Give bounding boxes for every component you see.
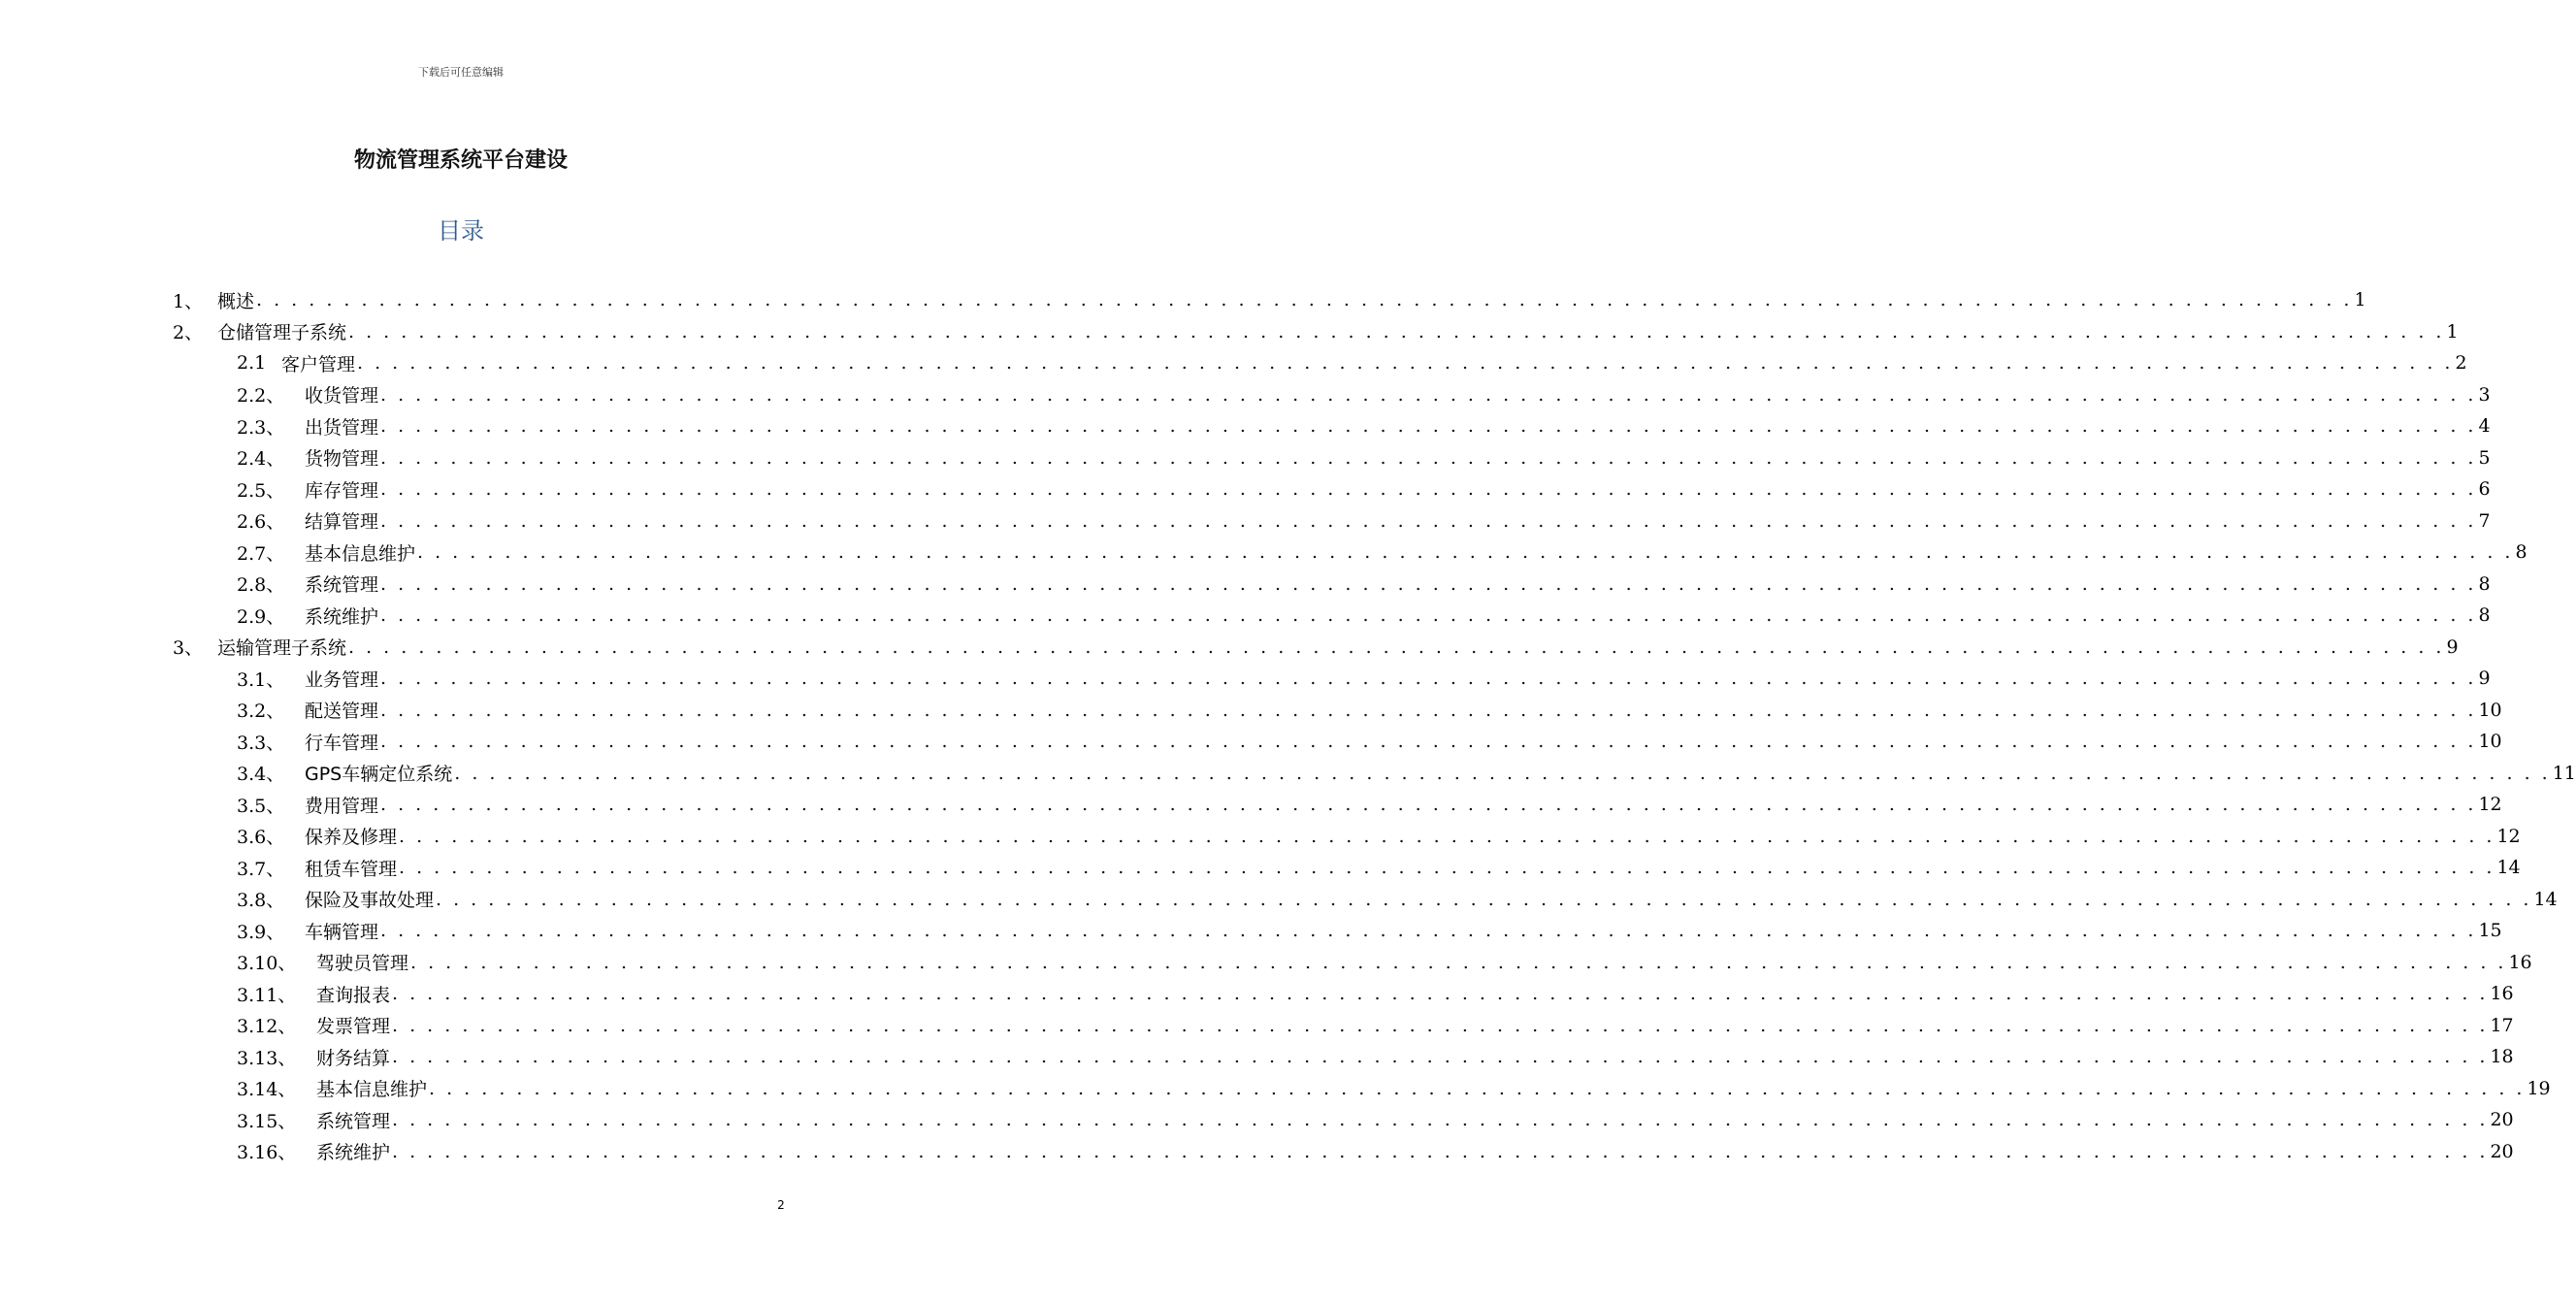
toc-dot-leader: . . . . . . . . . . . . . . . . . . . . . . . . . . . . . . . . . . . . . . . . . . . . . . . . . . . . . . . . . . . . . . . . . . . . . . . . . . . . . . . . . . . . . . . . . . . . . . . . . . . . . . . . . . . . . . . . . . . . . . . . — [380, 446, 2477, 469]
toc-entry[interactable] — [237, 348, 2467, 377]
toc-entry-number: 3.9、 — [237, 921, 285, 943]
toc-entry-page: 8 — [2478, 604, 2491, 626]
toc-entry-title: 仓储管理子系统 — [217, 322, 347, 343]
toc-entry[interactable] — [237, 853, 2521, 882]
toc-entry-number: 3、 — [173, 637, 204, 659]
toc-entry[interactable] — [237, 411, 2491, 440]
toc-entry-page: 9 — [2478, 668, 2491, 689]
toc-entry-title: 车辆管理 — [305, 921, 379, 943]
toc-dot-leader: . . . . . . . . . . . . . . . . . . . . . . . . . . . . . . . . . . . . . . . . . . . . . . . . . . . . . . . . . . . . . . . . . . . . . . . . . . . . . . . . . . . . . . . . . . . . . . . . . . . . . . . . . . . . . . . . . . . . . . . . — [380, 731, 2477, 752]
toc-entry-number: 2、 — [173, 322, 204, 343]
toc-entry-title: 系统维护 — [316, 1142, 391, 1163]
toc-entry[interactable] — [237, 916, 2502, 945]
toc-dot-leader: . . . . . . . . . . . . . . . . . . . . . . . . . . . . . . . . . . . . . . . . . . . . . . . . . . . . . . . . . . . . . . . . . . . . . . . . . . . . . . . . . . . . . . . . . . . . . . . . . . . . . . . . . . . . . . . . . . . . . . . . — [399, 825, 2495, 847]
toc-entry-number: 3.14、 — [237, 1079, 297, 1100]
toc-entry-number: 1、 — [173, 290, 204, 312]
toc-entry-number: 3.8、 — [237, 890, 285, 911]
toc-entry-title: 系统管理 — [316, 1110, 391, 1132]
toc-dot-leader: . . . . . . . . . . . . . . . . . . . . . . . . . . . . . . . . . . . . . . . . . . . . . . . . . . . . . . . . . . . . . . . . . . . . . . . . . . . . . . . . . . . . . . . . . . . . . . . . . . . . . . . . . . . . . . . . . . . . . . . . — [392, 1109, 2489, 1130]
toc-entry-number: 2.9、 — [237, 605, 285, 628]
toc-entry[interactable] — [237, 506, 2491, 536]
toc-dot-leader: . . . . . . . . . . . . . . . . . . . . . . . . . . . . . . . . . . . . . . . . . . . . . . . . . . . . . . . . . . . . . . . . . . . . . . . . . . . . . . . . . . . . . . . . . . . . . . . . . . . . . . . . . . . . . . . . . . . . . . . . — [380, 668, 2477, 689]
toc-entry[interactable] — [237, 601, 2491, 630]
toc-dot-leader: . . . . . . . . . . . . . . . . . . . . . . . . . . . . . . . . . . . . . . . . . . . . . . . . . . . . . . . . . . . . . . . . . . . . . . . . . . . . . . . . . . . . . . . . . . . . . . . . . . . . . . . . . . . . . . . . . . . . . . . . — [410, 951, 2507, 973]
toc-entry[interactable] — [237, 443, 2491, 473]
toc-entry[interactable] — [237, 1105, 2514, 1134]
toc-entry-number: 3.13、 — [237, 1047, 297, 1069]
toc-entry-title: 收货管理 — [305, 385, 379, 407]
toc-entry[interactable] — [237, 822, 2521, 851]
toc-entry-title: 配送管理 — [305, 701, 379, 722]
toc-entry-title: 行车管理 — [305, 732, 379, 754]
toc-dot-leader: . . . . . . . . . . . . . . . . . . . . . . . . . . . . . . . . . . . . . . . . . . . . . . . . . . . . . . . . . . . . . . . . . . . . . . . . . . . . . . . . . . . . . . . . . . . . . . . . . . . . . . . . . . . . . . . . . . . . . . . . — [380, 478, 2477, 500]
toc-entry-page: 2 — [2455, 352, 2467, 374]
toc-entry-title: 基本信息维护 — [316, 1079, 428, 1100]
document-title: 物流管理系统平台建设 — [353, 148, 568, 173]
toc-entry[interactable] — [237, 948, 2532, 977]
toc-heading: 目录 — [438, 217, 484, 244]
toc-entry-page: 16 — [2508, 951, 2532, 973]
toc-entry-page: 3 — [2478, 383, 2491, 406]
toc-entry-page: 12 — [2496, 825, 2521, 847]
toc-entry-page: 1 — [2446, 320, 2459, 342]
toc-entry[interactable] — [173, 317, 2459, 346]
toc-entry-page: 4 — [2478, 415, 2491, 437]
toc-entry-title: 系统维护 — [305, 605, 379, 628]
toc-entry-title: 客户管理 — [281, 353, 356, 375]
toc-dot-leader: . . . . . . . . . . . . . . . . . . . . . . . . . . . . . . . . . . . . . . . . . . . . . . . . . . . . . . . . . . . . . . . . . . . . . . . . . . . . . . . . . . . . . . . . . . . . . . . . . . . . . . . . . . . . . . . . . . . . . . . . — [380, 920, 2477, 941]
toc-dot-leader: . . . . . . . . . . . . . . . . . . . . . . . . . . . . . . . . . . . . . . . . . . . . . . . . . . . . . . . . . . . . . . . . . . . . . . . . . . . . . . . . . . . . . . . . . . . . . . . . . . . . . . . . . . . . . . . . . . . . . . . . — [380, 415, 2477, 437]
toc-dot-leader: . . . . . . . . . . . . . . . . . . . . . . . . . . . . . . . . . . . . . . . . . . . . . . . . . . . . . . . . . . . . . . . . . . . . . . . . . . . . . . . . . . . . . . . . . . . . . . . . . . . . . . . . . . . . . . . . . . . . . . . . — [436, 888, 2532, 910]
toc-dot-leader: . . . . . . . . . . . . . . . . . . . . . . . . . . . . . . . . . . . . . . . . . . . . . . . . . . . . . . . . . . . . . . . . . . . . . . . . . . . . . . . . . . . . . . . . . . . . . . . . . . . . . . . . . . . . . . . . . . . . . . . . — [256, 289, 2353, 310]
toc-entry-title: 驾驶员管理 — [316, 953, 409, 974]
toc-dot-leader: . . . . . . . . . . . . . . . . . . . . . . . . . . . . . . . . . . . . . . . . . . . . . . . . . . . . . . . . . . . . . . . . . . . . . . . . . . . . . . . . . . . . . . . . . . . . . . . . . . . . . . . . . . . . . . . . . . . . . . . . — [454, 762, 2551, 784]
toc-entry[interactable] — [237, 790, 2502, 819]
toc-dot-leader: . . . . . . . . . . . . . . . . . . . . . . . . . . . . . . . . . . . . . . . . . . . . . . . . . . . . . . . . . . . . . . . . . . . . . . . . . . . . . . . . . . . . . . . . . . . . . . . . . . . . . . . . . . . . . . . . . . . . . . . . — [348, 320, 2445, 342]
toc-entry-page: 10 — [2478, 731, 2502, 752]
toc-entry-page: 20 — [2490, 1140, 2514, 1162]
toc-entry-number: 3.1、 — [237, 668, 285, 691]
toc-entry[interactable] — [237, 1011, 2514, 1040]
toc-dot-leader: . . . . . . . . . . . . . . . . . . . . . . . . . . . . . . . . . . . . . . . . . . . . . . . . . . . . . . . . . . . . . . . . . . . . . . . . . . . . . . . . . . . . . . . . . . . . . . . . . . . . . . . . . . . . . . . . . . . . . . . . — [399, 857, 2495, 878]
toc-entry-number: 2.3、 — [237, 416, 285, 439]
toc-dot-leader: . . . . . . . . . . . . . . . . . . . . . . . . . . . . . . . . . . . . . . . . . . . . . . . . . . . . . . . . . . . . . . . . . . . . . . . . . . . . . . . . . . . . . . . . . . . . . . . . . . . . . . . . . . . . . . . . . . . . . . . . — [380, 383, 2477, 406]
toc-entry-title: 库存管理 — [305, 479, 379, 502]
toc-entry-title: 租赁车管理 — [305, 858, 398, 880]
toc-entry-title: 查询报表 — [316, 984, 391, 1006]
toc-entry-title: 结算管理 — [305, 511, 379, 533]
toc-entry[interactable] — [237, 727, 2502, 756]
toc-entry-page: 6 — [2478, 478, 2491, 500]
toc-entry-page: 17 — [2490, 1014, 2514, 1036]
toc-entry[interactable] — [237, 1137, 2514, 1166]
toc-entry-number: 3.4、 — [237, 764, 285, 785]
toc-entry-title: 出货管理 — [305, 416, 379, 439]
toc-entry-page: 18 — [2490, 1046, 2514, 1067]
toc-dot-leader: . . . . . . . . . . . . . . . . . . . . . . . . . . . . . . . . . . . . . . . . . . . . . . . . . . . . . . . . . . . . . . . . . . . . . . . . . . . . . . . . . . . . . . . . . . . . . . . . . . . . . . . . . . . . . . . . . . . . . . . . — [380, 699, 2477, 721]
toc-entry-number: 3.12、 — [237, 1016, 297, 1037]
toc-entry-title: 基本信息维护 — [305, 542, 416, 565]
toc-entry-number: 3.5、 — [237, 795, 285, 817]
toc-entry-title: 货物管理 — [305, 448, 379, 470]
toc-entry-page: 11 — [2552, 762, 2576, 784]
toc-dot-leader: . . . . . . . . . . . . . . . . . . . . . . . . . . . . . . . . . . . . . . . . . . . . . . . . . . . . . . . . . . . . . . . . . . . . . . . . . . . . . . . . . . . . . . . . . . . . . . . . . . . . . . . . . . . . . . . . . . . . . . . . — [417, 541, 2514, 563]
toc-entry-title: 运输管理子系统 — [217, 637, 347, 659]
toc-entry-title: 发票管理 — [316, 1016, 391, 1037]
toc-entry-title: GPS车辆定位系统 — [305, 764, 453, 785]
toc-entry-page: 9 — [2446, 636, 2459, 658]
toc-entry-number: 3.16、 — [237, 1142, 297, 1163]
toc-entry[interactable] — [237, 380, 2491, 409]
toc-entry-number: 3.7、 — [237, 858, 285, 880]
toc-entry-title: 业务管理 — [305, 668, 379, 691]
toc-entry-page: 15 — [2478, 920, 2502, 941]
toc-entry-page: 16 — [2490, 983, 2514, 1004]
toc-entry[interactable] — [237, 696, 2502, 725]
toc-dot-leader: . . . . . . . . . . . . . . . . . . . . . . . . . . . . . . . . . . . . . . . . . . . . . . . . . . . . . . . . . . . . . . . . . . . . . . . . . . . . . . . . . . . . . . . . . . . . . . . . . . . . . . . . . . . . . . . . . . . . . . . . — [357, 352, 2454, 374]
toc-entry-page: 8 — [2478, 572, 2491, 595]
toc-dot-leader: . . . . . . . . . . . . . . . . . . . . . . . . . . . . . . . . . . . . . . . . . . . . . . . . . . . . . . . . . . . . . . . . . . . . . . . . . . . . . . . . . . . . . . . . . . . . . . . . . . . . . . . . . . . . . . . . . . . . . . . . — [348, 636, 2445, 658]
toc-dot-leader: . . . . . . . . . . . . . . . . . . . . . . . . . . . . . . . . . . . . . . . . . . . . . . . . . . . . . . . . . . . . . . . . . . . . . . . . . . . . . . . . . . . . . . . . . . . . . . . . . . . . . . . . . . . . . . . . . . . . . . . . — [392, 1046, 2489, 1067]
toc-dot-leader: . . . . . . . . . . . . . . . . . . . . . . . . . . . . . . . . . . . . . . . . . . . . . . . . . . . . . . . . . . . . . . . . . . . . . . . . . . . . . . . . . . . . . . . . . . . . . . . . . . . . . . . . . . . . . . . . . . . . . . . . — [380, 604, 2477, 626]
toc-entry-number: 2.7、 — [237, 542, 285, 565]
toc-entry-page: 14 — [2496, 857, 2521, 878]
toc-dot-leader: . . . . . . . . . . . . . . . . . . . . . . . . . . . . . . . . . . . . . . . . . . . . . . . . . . . . . . . . . . . . . . . . . . . . . . . . . . . . . . . . . . . . . . . . . . . . . . . . . . . . . . . . . . . . . . . . . . . . . . . . — [380, 509, 2477, 532]
header-note: 下载后可任意编辑 — [418, 66, 504, 79]
toc-entry-number: 2.4、 — [237, 448, 285, 470]
toc-dot-leader: . . . . . . . . . . . . . . . . . . . . . . . . . . . . . . . . . . . . . . . . . . . . . . . . . . . . . . . . . . . . . . . . . . . . . . . . . . . . . . . . . . . . . . . . . . . . . . . . . . . . . . . . . . . . . . . . . . . . . . . . — [380, 572, 2477, 595]
toc-entry-title: 费用管理 — [305, 795, 379, 817]
toc-entry[interactable] — [237, 570, 2491, 599]
toc-entry-page: 14 — [2533, 888, 2558, 910]
toc-entry-page: 5 — [2478, 446, 2491, 469]
toc-entry-title: 保险及事故处理 — [305, 890, 435, 911]
toc-entry-number: 2.2、 — [237, 385, 285, 407]
toc-entry-number: 3.11、 — [237, 984, 297, 1006]
toc-entry-number: 3.10、 — [237, 953, 297, 974]
toc-entry[interactable] — [237, 474, 2491, 504]
toc-entry[interactable] — [237, 979, 2514, 1008]
toc-entry-number: 2.8、 — [237, 574, 285, 596]
toc-entry-number: 3.2、 — [237, 701, 285, 722]
toc-entry[interactable] — [237, 664, 2491, 693]
toc-entry-number: 2.5、 — [237, 479, 285, 502]
toc-entry-number: 2.1 — [237, 352, 267, 374]
toc-entry-title: 概述 — [217, 290, 255, 312]
toc-entry[interactable] — [173, 285, 2366, 314]
toc-entry-page: 20 — [2490, 1109, 2514, 1130]
toc-entry-number: 3.3、 — [237, 732, 285, 754]
toc-dot-leader: . . . . . . . . . . . . . . . . . . . . . . . . . . . . . . . . . . . . . . . . . . . . . . . . . . . . . . . . . . . . . . . . . . . . . . . . . . . . . . . . . . . . . . . . . . . . . . . . . . . . . . . . . . . . . . . . . . . . . . . . — [380, 794, 2477, 815]
toc-entry-page: 12 — [2478, 794, 2502, 815]
toc-entry[interactable] — [237, 1074, 2551, 1103]
toc-entry-number: 3.6、 — [237, 827, 285, 848]
toc-entry-page: 10 — [2478, 699, 2502, 721]
toc-entry[interactable] — [173, 633, 2459, 662]
toc-dot-leader: . . . . . . . . . . . . . . . . . . . . . . . . . . . . . . . . . . . . . . . . . . . . . . . . . . . . . . . . . . . . . . . . . . . . . . . . . . . . . . . . . . . . . . . . . . . . . . . . . . . . . . . . . . . . . . . . . . . . . . . . — [429, 1077, 2526, 1099]
toc-entry[interactable] — [237, 538, 2527, 567]
toc-entry-title: 系统管理 — [305, 574, 379, 596]
toc-entry-number: 2.6、 — [237, 511, 285, 533]
toc-entry[interactable] — [237, 885, 2558, 914]
toc-entry-page: 19 — [2527, 1077, 2551, 1099]
toc-dot-leader: . . . . . . . . . . . . . . . . . . . . . . . . . . . . . . . . . . . . . . . . . . . . . . . . . . . . . . . . . . . . . . . . . . . . . . . . . . . . . . . . . . . . . . . . . . . . . . . . . . . . . . . . . . . . . . . . . . . . . . . . — [392, 1140, 2489, 1162]
toc-entry-title: 保养及修理 — [305, 827, 398, 848]
page-number: 2 — [777, 1198, 785, 1212]
toc-entry-page: 8 — [2515, 541, 2527, 563]
toc-entry-title: 财务结算 — [316, 1047, 391, 1069]
toc-entry-number: 3.15、 — [237, 1110, 297, 1132]
toc-entry-page: 7 — [2478, 509, 2491, 532]
toc-entry-page: 1 — [2354, 289, 2366, 310]
toc-dot-leader: . . . . . . . . . . . . . . . . . . . . . . . . . . . . . . . . . . . . . . . . . . . . . . . . . . . . . . . . . . . . . . . . . . . . . . . . . . . . . . . . . . . . . . . . . . . . . . . . . . . . . . . . . . . . . . . . . . . . . . . . — [392, 1014, 2489, 1036]
toc-entry[interactable] — [237, 759, 2576, 788]
toc-dot-leader: . . . . . . . . . . . . . . . . . . . . . . . . . . . . . . . . . . . . . . . . . . . . . . . . . . . . . . . . . . . . . . . . . . . . . . . . . . . . . . . . . . . . . . . . . . . . . . . . . . . . . . . . . . . . . . . . . . . . . . . . — [392, 983, 2489, 1004]
toc-entry[interactable] — [237, 1042, 2514, 1071]
